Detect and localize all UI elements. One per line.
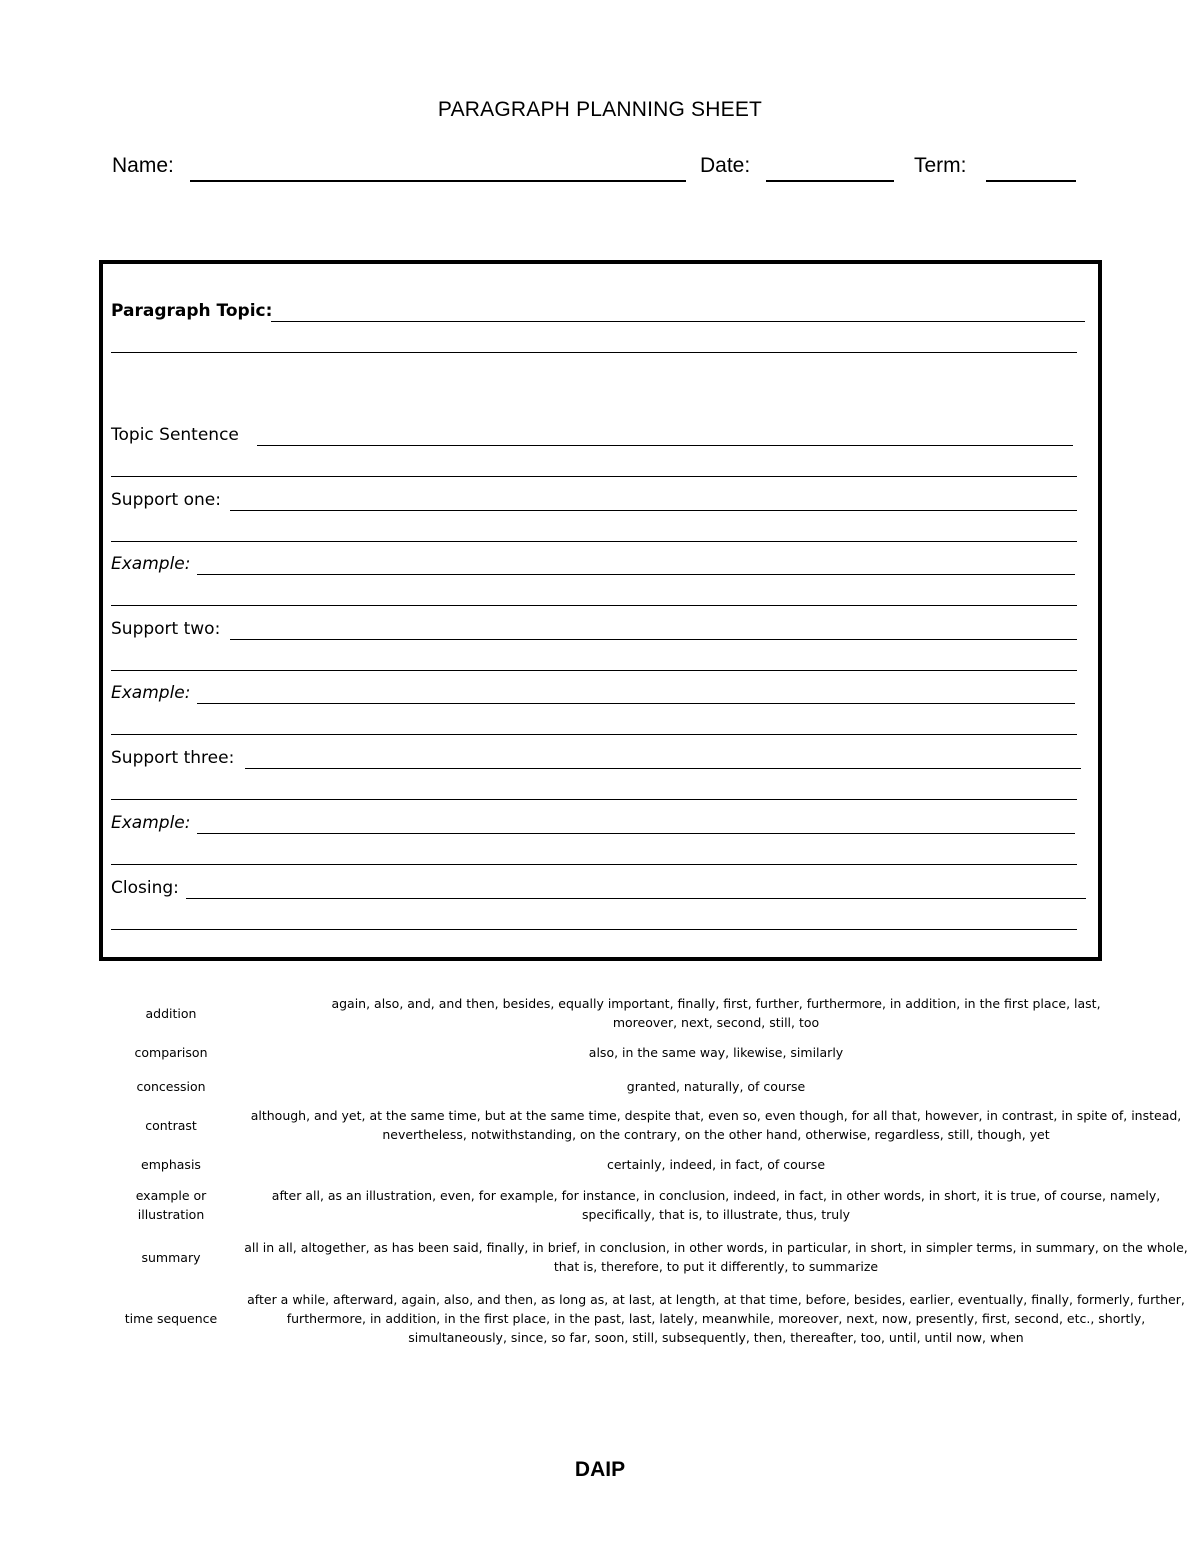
- support-three-line[interactable]: [245, 768, 1081, 769]
- table-row: [100, 1152, 1190, 1176]
- support-one-label: Support one:: [111, 490, 221, 510]
- transition-category: addition: [145, 1005, 197, 1021]
- support-two-line-2[interactable]: [111, 670, 1077, 671]
- transition-category: comparison: [134, 1044, 208, 1060]
- table-row: [100, 1288, 1190, 1348]
- transition-category: emphasis: [141, 1156, 201, 1172]
- support-three-label: Support three:: [111, 748, 235, 768]
- topic-sentence-label: Topic Sentence: [111, 425, 239, 445]
- example-two-line-2[interactable]: [111, 734, 1077, 735]
- name-blank[interactable]: [190, 180, 686, 182]
- closing-line-2[interactable]: [111, 929, 1077, 930]
- table-row: [100, 1074, 1190, 1098]
- table-row: [100, 1184, 1190, 1226]
- support-two-line[interactable]: [230, 639, 1077, 640]
- topic-sentence-line[interactable]: [257, 445, 1073, 446]
- transition-words: granted, naturally, of course: [626, 1078, 806, 1094]
- transition-category: example or illustration: [135, 1188, 207, 1222]
- term-blank[interactable]: [986, 180, 1076, 182]
- transition-words: again, also, and, and then, besides, equally important, finally, first, further, furthermore, in addition, in the first place, last, moreover, next, second, still, too: [331, 996, 1101, 1030]
- paragraph-topic-line[interactable]: [271, 321, 1085, 322]
- term-label: Term:: [914, 154, 967, 177]
- date-label: Date:: [700, 154, 751, 177]
- support-one-line-2[interactable]: [111, 541, 1077, 542]
- transition-words: certainly, indeed, in fact, of course: [606, 1156, 826, 1172]
- example-two-row: [111, 682, 1091, 710]
- planning-form-box: [99, 260, 1102, 961]
- example-two-line[interactable]: [197, 703, 1075, 704]
- example-three-line-2[interactable]: [111, 864, 1077, 865]
- example-one-line[interactable]: [197, 574, 1075, 575]
- topic-sentence-line-2[interactable]: [111, 476, 1077, 477]
- support-three-line-2[interactable]: [111, 799, 1077, 800]
- page-title: PARAGRAPH PLANNING SHEET: [437, 98, 763, 121]
- transition-category: summary: [141, 1249, 201, 1265]
- transition-words: also, in the same way, likewise, similarly: [588, 1044, 844, 1060]
- topic-sentence-row: [111, 424, 1091, 452]
- example-one-row: [111, 553, 1091, 581]
- support-two-row: [111, 618, 1091, 646]
- support-three-row: [111, 747, 1091, 775]
- transition-category: time sequence: [124, 1310, 218, 1326]
- paragraph-topic-line-2[interactable]: [111, 352, 1077, 353]
- table-row: [100, 1040, 1190, 1064]
- example-one-label: Example:: [111, 554, 191, 574]
- transition-words: after all, as an illustration, even, for example, for instance, in conclusion, indeed, in fact, in other words, in short, it is true, of course, namely, specifically, that is, to illustrate, thus, truly: [271, 1188, 1161, 1222]
- date-blank[interactable]: [766, 180, 894, 182]
- transition-words: after a while, afterward, again, also, and then, as long as, at last, at length, at that time, before, besides, earlier, eventually, finally, formerly, further, furthermore, in addition, in the first place, in the past, last, lately, meanwhile, moreover, next, now, presently, first, second, etc., shortly, simultaneously, since, so far, soon, still, subsequently, then, thereafter, too, until, until now, when: [247, 1291, 1185, 1345]
- table-row: [100, 1236, 1190, 1278]
- transition-words: although, and yet, at the same time, but at the same time, despite that, even so, even though, for all that, however, in contrast, in spite of, instead, nevertheless, notwithstanding, on the contrary, on the other hand, otherwise, regardless, still, though, yet: [250, 1108, 1182, 1142]
- example-three-row: [111, 812, 1091, 840]
- paragraph-topic-row: [111, 300, 1091, 328]
- header-fields: [112, 154, 1102, 184]
- closing-row: [111, 877, 1091, 905]
- transition-words-table: [100, 992, 1190, 1348]
- table-row: [100, 992, 1190, 1034]
- support-one-row: [111, 489, 1091, 517]
- example-three-line[interactable]: [197, 833, 1075, 834]
- transition-words: all in all, altogether, as has been said, finally, in brief, in conclusion, in other words, in particular, in short, in simpler terms, in summary, on the whole, that is, therefore, to put it differently, to summarize: [244, 1240, 1188, 1274]
- transition-category: contrast: [145, 1117, 197, 1133]
- example-three-label: Example:: [111, 813, 191, 833]
- example-two-label: Example:: [111, 683, 191, 703]
- support-one-line[interactable]: [230, 510, 1077, 511]
- footer-label: DAIP: [574, 1458, 626, 1481]
- name-label: Name:: [112, 154, 174, 177]
- closing-label: Closing:: [111, 878, 179, 898]
- example-one-line-2[interactable]: [111, 605, 1077, 606]
- paragraph-topic-label: Paragraph Topic:: [111, 301, 273, 321]
- closing-line[interactable]: [186, 898, 1086, 899]
- support-two-label: Support two:: [111, 619, 221, 639]
- transition-category: concession: [136, 1078, 206, 1094]
- table-row: [100, 1104, 1190, 1146]
